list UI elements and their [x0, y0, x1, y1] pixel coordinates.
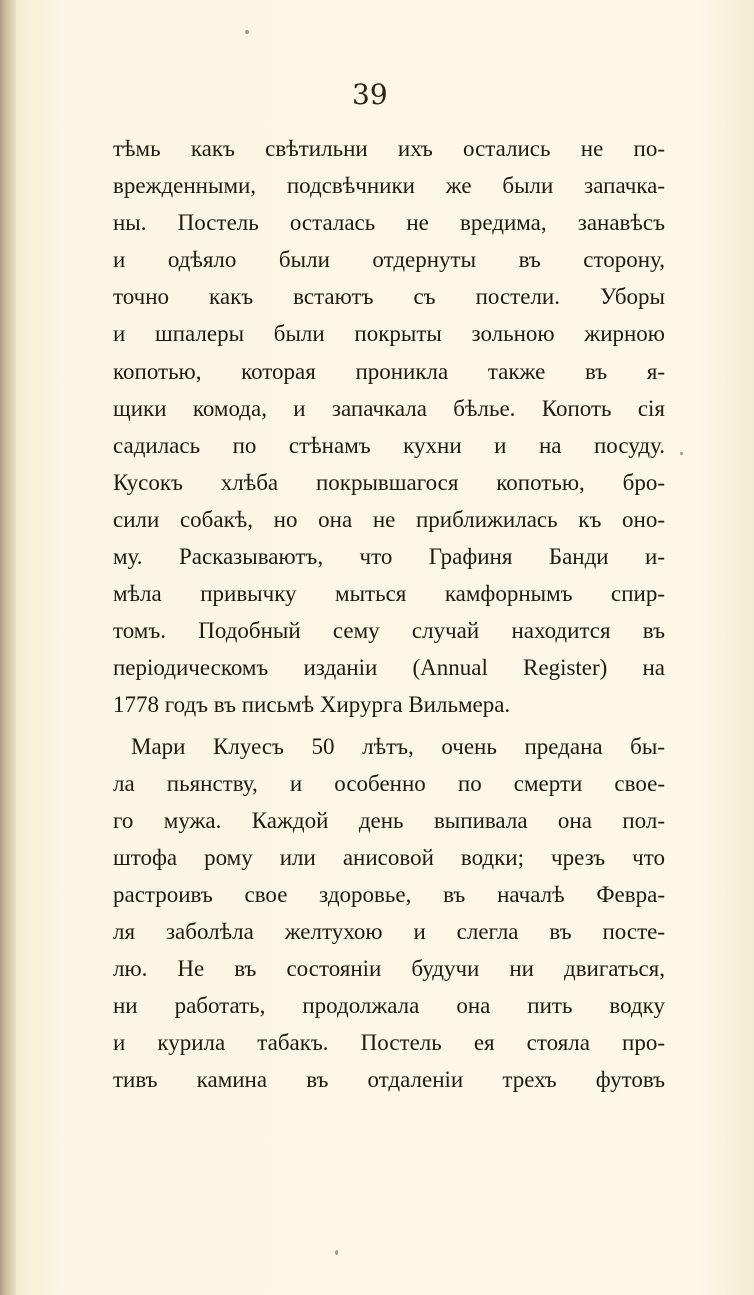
text-line: ны. Постель осталась не вредима, занавѣсъ — [113, 210, 665, 236]
text-line: штофа рому или анисовой водки; чрезъ что — [113, 844, 665, 870]
paragraph — [113, 130, 665, 724]
text-line: копотью, которая проникла также въ я- — [113, 358, 665, 384]
text-line: ля заболѣла желтухою и слегла въ посте- — [113, 918, 665, 944]
text-line: му. Расказываютъ, что Графиня Банди и- — [113, 544, 665, 570]
text-line: 1778 годъ въ письмѣ Хирурга Вильмера. — [113, 692, 511, 718]
text-line: и одѣяло были отдернуты въ сторону, — [113, 247, 665, 273]
text-line: Мари Клуесъ 50 лѣтъ, очень предана бы- — [131, 733, 665, 759]
text-line: тѣмь какъ свѣтильни ихъ остались не по- — [113, 136, 665, 161]
text-line: врежденными, подсвѣчники же были запачка- — [113, 173, 665, 199]
text-line: точно какъ встаютъ съ постели. Уборы — [113, 284, 665, 310]
text-line: и курила табакъ. Постель ея стояла про- — [113, 1030, 665, 1056]
text-line: щики комода, и запачкала бѣлье. Копоть сія — [113, 395, 665, 421]
paper-speck — [245, 30, 249, 34]
text-line: го мужа. Каждой день выпивала она пол- — [113, 807, 665, 833]
text-line: лю. Не въ состояніи будучи ни двигаться, — [113, 956, 665, 982]
binding-edge — [0, 0, 16, 1295]
text-line: тивъ камина въ отдаленіи трехъ футовъ — [113, 1067, 665, 1093]
text-line: ла пьянству, и особенно по смерти свое- — [113, 770, 665, 796]
text-line: Кусокъ хлѣба покрывшагося копотью, бро- — [113, 469, 665, 495]
text-line: и шпалеры были покрыты зольною жирною — [113, 321, 665, 347]
paper-speck — [680, 452, 683, 455]
text-line: мѣла привычку мыться камфорнымъ спир- — [113, 581, 665, 607]
text-line: садилась по стѣнамъ кухни и на посуду. — [113, 432, 665, 458]
text-line: ни работать, продолжала она пить водку — [113, 993, 665, 1019]
text-line: растроивъ свое здоровье, въ началѣ Февра- — [113, 881, 665, 907]
text-line: сили собакѣ, но она не приближилась къ оно- — [113, 506, 665, 532]
page-number: 39 — [352, 78, 388, 111]
paragraph — [113, 728, 665, 1099]
text-line: томъ. Подобный сему случай находится въ — [113, 618, 665, 644]
text-line: періодическомъ изданіи (Annual Register) на — [113, 655, 665, 681]
body-text — [113, 130, 665, 1098]
paper-speck — [335, 1250, 338, 1255]
